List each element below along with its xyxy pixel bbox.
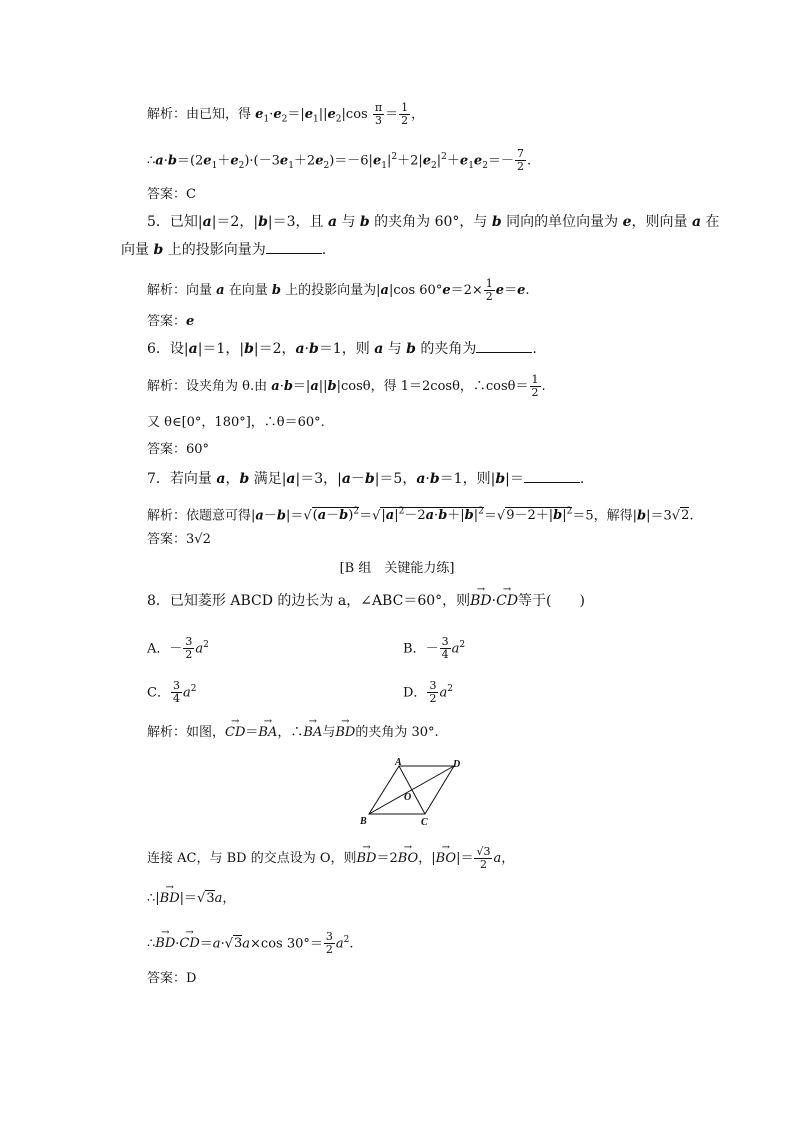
q7-answer: 答案：3√2	[147, 532, 211, 547]
point-label-o: O	[404, 792, 412, 803]
q5-solution: 解析：向量 a 在向量 b 上的投影向量为|a|cos 60°e＝2× $\frac{1}{2}$ e＝e.	[147, 277, 530, 303]
q7-stem: 7．若向量 a，b 满足|a|＝3，|a－b|＝5，a·b＝1，则|b|＝ .	[147, 471, 585, 487]
section-heading: [B 组 关键能力练]	[339, 561, 455, 576]
vertex-label-c: C	[421, 817, 428, 828]
q5-stem: 5．已知|a|＝2，|b|＝3，且 a 与 b 的夹角为 60°，与 b 同向的单位向量为 e，则向量 a 在	[147, 214, 720, 230]
answer-blank	[476, 340, 532, 353]
q6-stem: 6．设|a|＝1，|b|＝2，a·b＝1，则 a 与 b 的夹角为 .	[147, 341, 537, 357]
answer-blank	[266, 241, 322, 254]
q5-answer: 答案：e	[147, 314, 195, 329]
p1-answer: 答案：C	[147, 187, 196, 202]
diagonal-ac	[399, 766, 425, 814]
q8-answer: 答案：D	[147, 971, 197, 986]
p1-solution: 解析：由已知，得 $e_1\cdot e_2=|e_1||e_2|\cos$ $\frac{\pi}{3}$ ＝ $\frac{1}{2}$ ，	[147, 101, 425, 127]
answer-blank	[524, 470, 580, 483]
vertex-label-d: D	[453, 759, 461, 770]
p1-solution-line2: $\therefore a\cdot b=(2e_1+e_2)\cdot(-3e_1+2e_2)=-6|e_1|^2+2|e_2|^2+e_1e_2=-$ $\frac{7}{2}$ .	[147, 147, 532, 174]
q8-option-a: A．－ $\frac{3}{2}$ $a^2$	[147, 635, 209, 662]
q8-solution-line2: 连接 AC，与 BD 的交点设为 O，则→ BD＝2→ BO，|→ BO|＝ $\frac{√3}{2}$ a，	[147, 846, 514, 871]
vertex-label-a: A	[395, 757, 402, 768]
q8-stem: 8．已知菱形 ABCD 的边长为 a，∠ABC＝60°，则→ BD·→ CD等于( )	[147, 592, 585, 610]
vertex-label-b: B	[360, 816, 367, 827]
rhombus-figure	[356, 756, 466, 828]
q6-answer: 答案：60°	[147, 442, 210, 457]
q8-solution-line3: ∴|→ BD|＝√3a，	[147, 890, 235, 908]
q8-option-c: C． $\frac{3}{4}$ $a^2$	[147, 679, 197, 706]
q6-range: 又 θ∈[0°，180°]，∴θ＝60°.	[147, 415, 325, 430]
q7-solution: 解析：依题意可得$|a-b|=√(a-b)^2=√|a|^2-2a\cdot b+|b|^2=√9-2+|b|^2=5$，解得|b|＝3√2.	[147, 507, 694, 524]
q8-option-b: B．－ $\frac{3}{4}$ $a^2$	[403, 635, 466, 662]
q8-solution-line4: ∴→ BD·→ CD＝a·√3a×cos 30°＝ $\frac{3}{2}$ $a^2$.	[147, 931, 354, 956]
q8-solution: 解析：如图，→ CD＝→ BA，∴→ BA与→ BD的夹角为 30°.	[147, 724, 439, 742]
q6-solution: 解析：设夹角为 θ.由 a·b＝|a||b|cosθ，得 1＝2cosθ，∴cosθ＝ $\frac{1}{2}$ .	[147, 373, 546, 399]
q8-option-d: D． $\frac{3}{2}$ $a^2$	[403, 679, 453, 706]
q5-stem-line2: 向量 b 上的投影向量为 .	[121, 242, 327, 258]
